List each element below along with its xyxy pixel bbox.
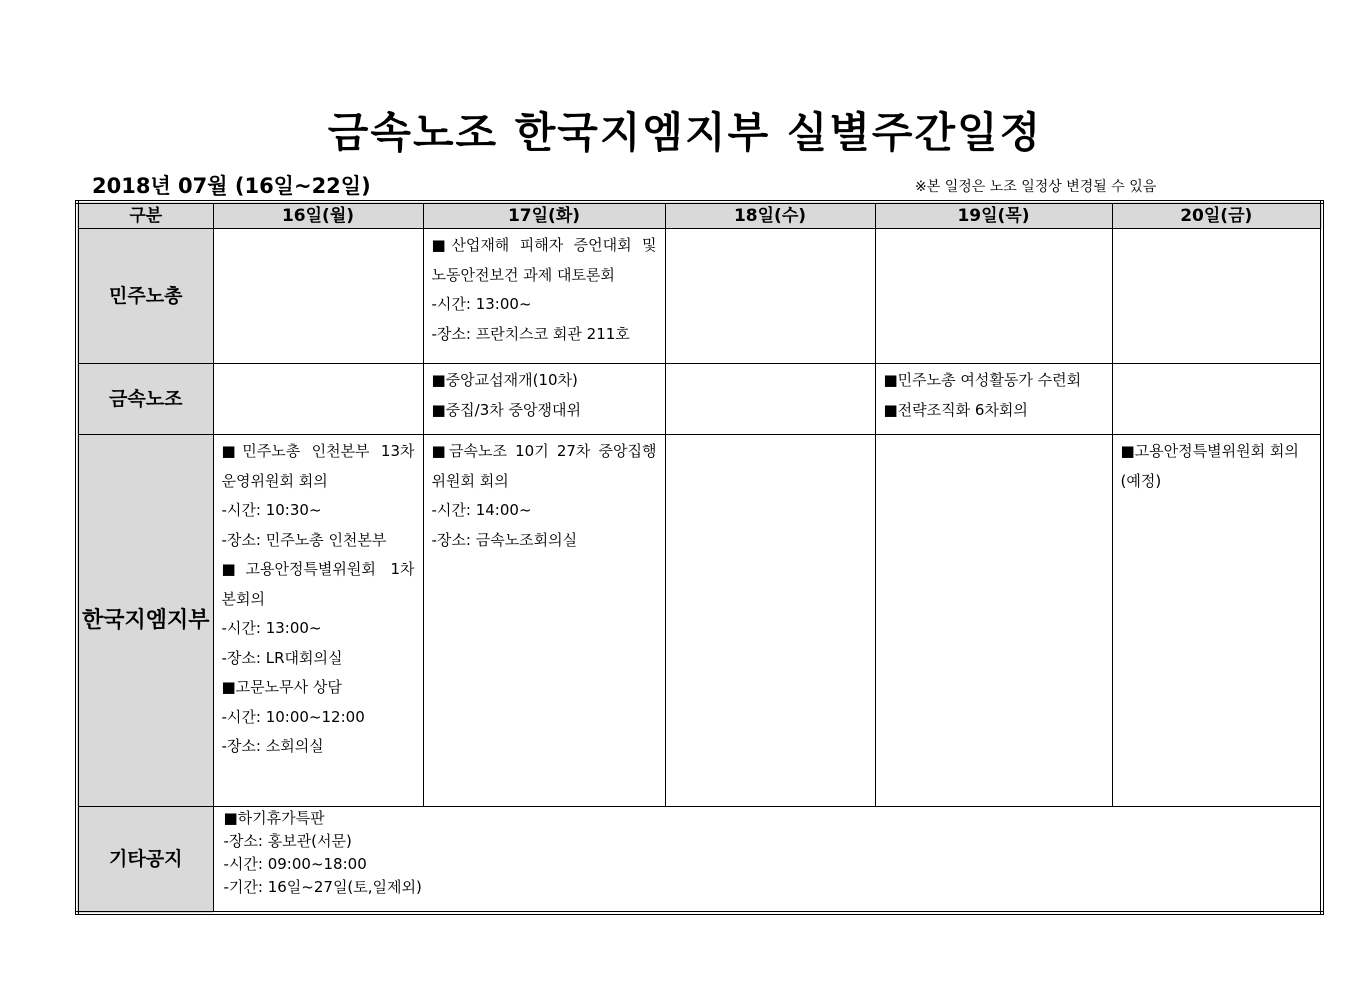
- text-line: -장소: LR대회의실: [221, 648, 343, 667]
- text-line: ■고용안정특별위원회 회의: [1120, 442, 1299, 460]
- schedule-note: ※본 일정은 노조 일정상 변경될 수 있음: [915, 179, 1157, 195]
- header-category: 구분: [77, 202, 213, 229]
- header-fri: 20일(금): [1112, 202, 1322, 229]
- row-minju: [77, 229, 1322, 364]
- cell-geumsok-wed: [665, 364, 875, 435]
- row-label-gm: [77, 435, 213, 807]
- text-line: ■산업재해 피해자 증언대회 및: [431, 236, 657, 254]
- cell-gm-tue: [423, 435, 665, 807]
- text-line: ■중앙교섭재개(10차): [431, 371, 578, 389]
- text-line: -기간: 16일~27일(토,일제외): [223, 878, 422, 896]
- text-line: 노조: [145, 388, 183, 410]
- text-line: ■전략조직화 6차회의: [883, 400, 1028, 419]
- text-line: -장소: 민주노총 인천본부: [221, 530, 387, 549]
- text-line: ■금속노조 10기 27차 중앙집행: [431, 442, 657, 460]
- text-line: 지부: [167, 607, 210, 633]
- text-line: -장소: 소회의실: [221, 737, 324, 755]
- cell-minju-mon: [213, 229, 423, 364]
- text-line: ■민주노총 여성활동가 수련회: [883, 371, 1082, 389]
- row-label-etc: [77, 807, 213, 914]
- text-line: ■하기휴가특판: [223, 809, 325, 827]
- header-thu: 19일(목): [875, 202, 1112, 229]
- text-line: -장소: 홍보관(서문): [223, 832, 352, 850]
- text-line: (예정): [1120, 471, 1162, 490]
- schedule-table: [75, 200, 1324, 915]
- cell-minju-wed: [665, 229, 875, 364]
- text-line: 한국지엠: [81, 607, 167, 633]
- cell-minju-tue: [423, 229, 665, 364]
- cell-geumsok-mon: [213, 364, 423, 435]
- header-wed: 18일(수): [665, 202, 875, 229]
- text-line: -장소: 프란치스코 회관 211호: [431, 324, 630, 343]
- text-line: 운영위원회 회의: [221, 471, 328, 490]
- text-line: -시간: 09:00~18:00: [223, 855, 367, 873]
- cell-geumsok-thu: [875, 364, 1112, 435]
- text-line: 공지: [145, 848, 183, 870]
- text-line: 민주노총: [109, 285, 183, 307]
- text-line: -시간: 10:30~: [221, 501, 322, 519]
- cell-geumsok-fri: [1112, 364, 1322, 435]
- text-line: ■민주노총 인천본부 13차: [221, 442, 415, 460]
- page-title: 금속노조 한국지엠지부 실별주간일정: [327, 108, 1043, 157]
- cell-minju-fri: [1112, 229, 1322, 364]
- header-mon: 16일(월): [213, 202, 423, 229]
- cell-minju-thu: [875, 229, 1112, 364]
- text-line: -시간: 13:00~: [221, 619, 322, 637]
- cell-gm-fri: [1112, 435, 1322, 807]
- text-line: ■고문노무사 상담: [221, 678, 342, 696]
- row-label-minju: [77, 229, 213, 364]
- text-line: 본회의: [221, 589, 265, 608]
- header-tue: 17일(화): [423, 202, 665, 229]
- text-line: -장소: 금속노조회의실: [431, 530, 578, 549]
- cell-gm-mon: [213, 435, 423, 807]
- row-gm: [77, 435, 1322, 807]
- row-label-geumsok: [77, 364, 213, 435]
- schedule-period: 2018년 07월 (16일~22일): [92, 174, 371, 198]
- cell-etc-notice: [213, 807, 1322, 914]
- text-line: ■고용안정특별위원회 1차: [221, 560, 415, 578]
- text-line: 노동안전보건 과제 대토론회: [431, 265, 615, 284]
- text-line: 기타: [109, 848, 146, 870]
- cell-gm-wed: [665, 435, 875, 807]
- text-line: ■중집/3차 중앙쟁대위: [431, 400, 581, 419]
- row-geumsok: [77, 364, 1322, 435]
- text-line: -시간: 13:00~: [431, 295, 532, 313]
- cell-geumsok-tue: [423, 364, 665, 435]
- cell-gm-thu: [875, 435, 1112, 807]
- text-line: 위원회 회의: [431, 471, 509, 490]
- text-line: -시간: 10:00~12:00: [221, 707, 365, 726]
- row-etc: [77, 807, 1322, 914]
- text-line: 금속: [109, 388, 146, 410]
- text-line: -시간: 14:00~: [431, 501, 532, 519]
- header-row: [77, 202, 1322, 229]
